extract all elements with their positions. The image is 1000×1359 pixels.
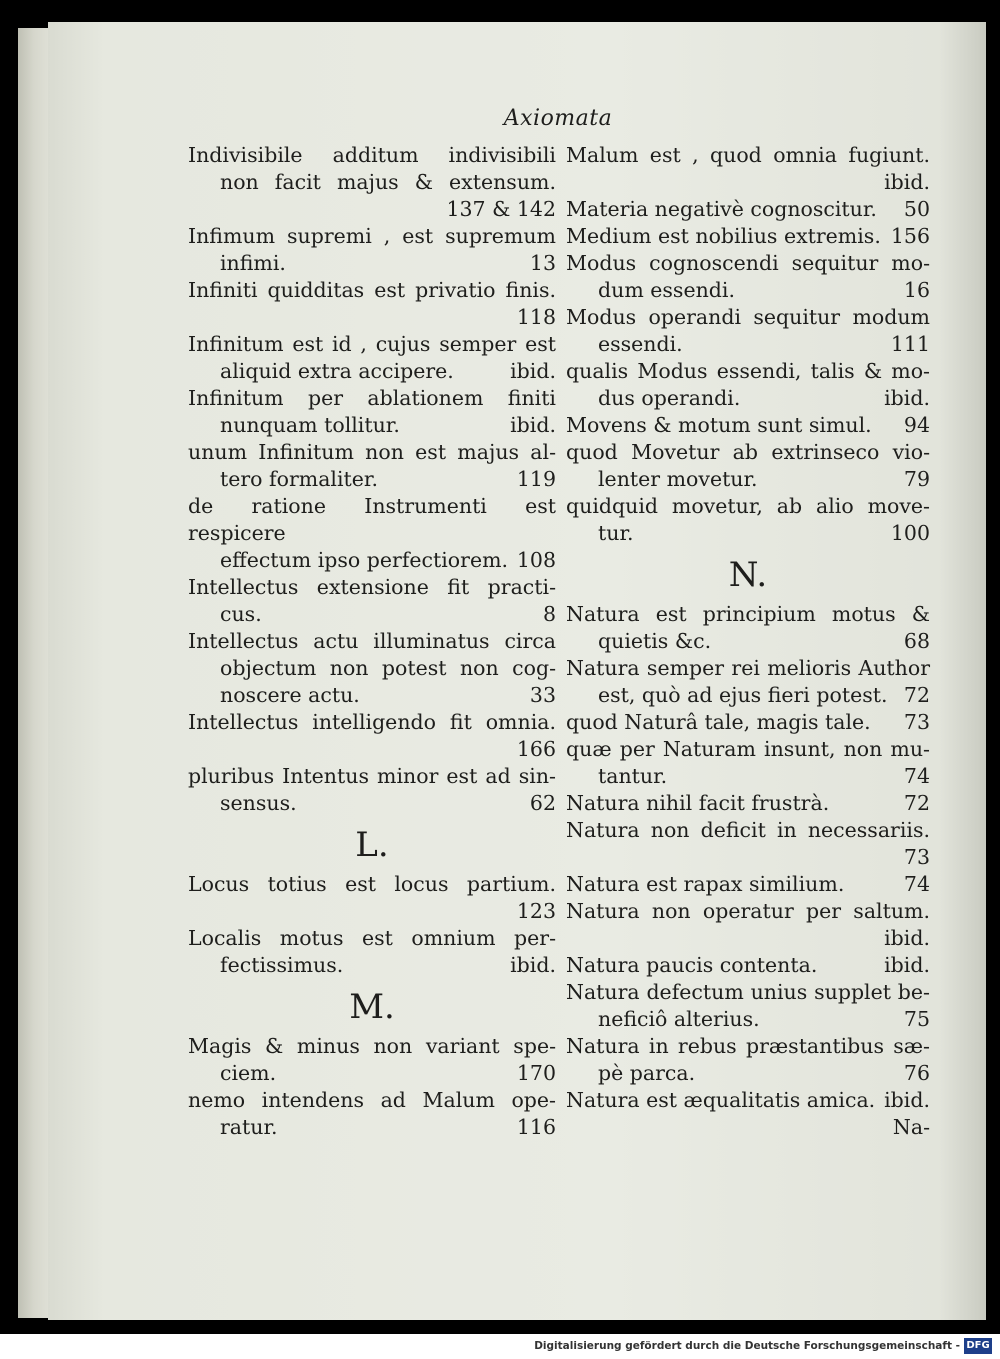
entry-line: de ratione Instrumenti est respicere xyxy=(188,494,556,545)
page-ref: 100 xyxy=(890,521,930,545)
entry-line: Modus cognoscendi sequitur mo- xyxy=(566,251,930,275)
running-head: Axiomata xyxy=(503,106,613,131)
entry-text: Natura est rapax similium. xyxy=(566,872,845,896)
entry-line xyxy=(566,1006,930,1033)
index-entry xyxy=(566,979,930,1033)
entry-text: Medium est nobilius extremis. xyxy=(566,224,881,248)
entry-text: tantur. xyxy=(598,764,668,788)
index-entry xyxy=(566,952,930,979)
page-ref: ibid. xyxy=(510,953,556,977)
entry-text: Natura paucis contenta. xyxy=(566,953,818,977)
entry-text: est, quò ad ejus fieri potest. xyxy=(598,683,888,707)
entry-line: Natura non operatur per saltum. xyxy=(566,899,930,923)
entry-line: Natura non deficit in necessariis. xyxy=(566,818,930,842)
page-ref: 73 xyxy=(903,710,930,734)
entry-line: Magis & minus non variant spe- xyxy=(188,1034,556,1058)
index-entry xyxy=(188,493,556,574)
index-entry xyxy=(188,763,556,817)
entry-line xyxy=(566,466,930,493)
entry-line: Indivisibile additum indivisibili xyxy=(188,143,556,167)
page-ref: 72 xyxy=(903,791,930,815)
entry-line: nemo intendens ad Malum ope- xyxy=(188,1088,556,1112)
entry-line: qualis Modus essendi, talis & mo- xyxy=(566,359,930,383)
index-entry xyxy=(188,709,556,763)
entry-line: Infimum supremi , est supremum xyxy=(188,224,556,248)
entry-line xyxy=(566,790,930,817)
entry-text: tur. xyxy=(598,521,634,545)
page-ref: ibid. xyxy=(884,386,930,410)
entry-line: Malum est , quod omnia fugiunt. xyxy=(566,143,930,167)
index-entry xyxy=(188,628,556,709)
entry-line xyxy=(566,331,930,358)
entry-line: Localis motus est omnium per- xyxy=(188,926,556,950)
page-ref: 74 xyxy=(903,872,930,896)
entry-line xyxy=(566,412,930,439)
page-ref: 170 xyxy=(516,1061,556,1085)
page-ref: 50 xyxy=(903,197,930,221)
entry-text: noscere actu. xyxy=(220,683,360,707)
entry-text: ciem. xyxy=(220,1061,277,1085)
entry-line xyxy=(188,466,556,493)
entry-line xyxy=(188,601,556,628)
entry-line: Natura defectum unius supplet be- xyxy=(566,980,930,1004)
book-page xyxy=(48,22,986,1320)
entry-line: Natura in rebus præstantibus sæ- xyxy=(566,1034,930,1058)
entry-text: infimi. xyxy=(220,251,286,275)
entry-line xyxy=(566,223,930,250)
entry-line xyxy=(188,358,556,385)
page-ref: ibid. xyxy=(884,953,930,977)
page-ref: 94 xyxy=(903,413,930,437)
index-entry xyxy=(188,574,556,628)
index-entry xyxy=(188,925,556,979)
entry-text: tero formaliter. xyxy=(220,467,378,491)
index-entry xyxy=(566,358,930,412)
index-entry xyxy=(566,709,930,736)
index-entry xyxy=(566,439,930,493)
index-entry xyxy=(566,493,930,547)
entry-line: Intellectus intelligendo fit omnia. xyxy=(188,710,556,734)
page-ref: 119 xyxy=(516,467,556,491)
entry-line xyxy=(188,790,556,817)
section-letter: N. xyxy=(728,555,768,595)
entry-text: fectissimus. xyxy=(220,953,344,977)
entry-line xyxy=(566,520,930,547)
page-ref: 13 xyxy=(529,251,556,275)
index-entry xyxy=(566,898,930,952)
entry-line xyxy=(188,1114,556,1141)
index-entry xyxy=(188,223,556,277)
page-ref: 72 xyxy=(903,683,930,707)
index-entry xyxy=(188,142,556,223)
entry-line: Infiniti quidditas est privatio finis. xyxy=(188,278,556,302)
catchword: Na- xyxy=(892,1115,930,1139)
index-entry xyxy=(566,142,930,196)
entry-line xyxy=(566,628,930,655)
entry-line: Locus totius est locus partium. xyxy=(188,872,556,896)
index-entry xyxy=(566,601,930,655)
entry-line xyxy=(566,952,930,979)
entry-line xyxy=(566,871,930,898)
index-entry xyxy=(566,196,930,223)
entry-line: objectum non potest non cog- xyxy=(220,656,556,680)
entry-line: unum Infinitum non est majus al- xyxy=(188,440,556,464)
index-entry xyxy=(566,250,930,304)
entry-line: Infinitum per ablationem finiti xyxy=(188,386,556,410)
index-entry xyxy=(566,655,930,709)
entry-text: cus. xyxy=(220,602,262,626)
section-letter: M. xyxy=(349,987,395,1027)
page-ref: ibid. xyxy=(884,170,930,194)
dfg-logo-icon: DFG xyxy=(964,1338,992,1354)
page-ref: 118 xyxy=(516,305,556,329)
entry-line xyxy=(566,385,930,412)
entry-line: Intellectus actu illuminatus circa xyxy=(188,629,556,653)
index-entry xyxy=(566,1087,930,1114)
index-entry xyxy=(188,385,556,439)
page-ref: 16 xyxy=(903,278,930,302)
entry-text: dum essendi. xyxy=(598,278,735,302)
entry-text: neficiô alterius. xyxy=(598,1007,760,1031)
entry-line xyxy=(188,952,556,979)
index-entry xyxy=(566,1033,930,1087)
left-column xyxy=(188,142,556,1141)
entry-line xyxy=(566,277,930,304)
entry-line xyxy=(188,250,556,277)
index-entry xyxy=(188,439,556,493)
entry-line xyxy=(188,412,556,439)
page-ref: 8 xyxy=(542,602,556,626)
page-ref: 74 xyxy=(903,764,930,788)
entry-text: ratur. xyxy=(220,1115,278,1139)
entry-text: aliquid extra accipere. xyxy=(220,359,454,383)
entry-text: nunquam tollitur. xyxy=(220,413,400,437)
entry-line: Natura est principium motus & xyxy=(566,602,930,626)
page-ref: 156 xyxy=(890,224,930,248)
page-ref: 123 xyxy=(516,899,556,923)
entry-text: lenter movetur. xyxy=(598,467,758,491)
index-entry xyxy=(566,304,930,358)
page-ref: 75 xyxy=(903,1007,930,1031)
entry-line xyxy=(566,709,930,736)
index-entry xyxy=(566,412,930,439)
right-column xyxy=(566,142,930,1141)
index-entry xyxy=(188,1087,556,1141)
index-entry xyxy=(566,817,930,871)
entry-line: non facit majus & extensum. xyxy=(220,170,556,194)
entry-line xyxy=(566,1060,930,1087)
entry-text: Natura nihil facit frustrà. xyxy=(566,791,830,815)
entry-line xyxy=(566,763,930,790)
page-ref: 79 xyxy=(903,467,930,491)
index-entry xyxy=(188,331,556,385)
page-ref: 137 & 142 xyxy=(446,197,556,221)
entry-text: quod Naturâ tale, magis tale. xyxy=(566,710,871,734)
entry-line: Modus operandi sequitur modum xyxy=(566,305,930,329)
entry-line xyxy=(566,682,930,709)
page-ref: 116 xyxy=(516,1115,556,1139)
index-entry xyxy=(188,871,556,925)
entry-line xyxy=(566,196,930,223)
section-letter: L. xyxy=(355,825,389,865)
entry-line xyxy=(188,547,556,574)
page-ref: ibid. xyxy=(510,413,556,437)
index-entry xyxy=(188,277,556,331)
entry-text: dus operandi. xyxy=(598,386,741,410)
entry-text: effectum ipso perfectiorem. xyxy=(220,548,509,572)
index-entry xyxy=(188,1033,556,1087)
entry-line xyxy=(566,1087,930,1114)
page-ref: 62 xyxy=(529,791,556,815)
entry-line: pluribus Intentus minor est ad sin- xyxy=(188,764,556,788)
index-entry xyxy=(566,790,930,817)
entry-line: Infinitum est id , cujus semper est xyxy=(188,332,556,356)
footer xyxy=(0,1334,1000,1359)
entry-text: sensus. xyxy=(220,791,297,815)
entry-line: quæ per Naturam insunt, non mu- xyxy=(566,737,930,761)
page-ref: ibid. xyxy=(884,926,930,950)
index-entry xyxy=(566,736,930,790)
page-ref: 111 xyxy=(890,332,930,356)
index-entry xyxy=(566,871,930,898)
entry-text: Movens & motum sunt simul. xyxy=(566,413,872,437)
entry-line: Natura semper rei melioris Author xyxy=(566,656,930,680)
page-ref: 108 xyxy=(516,548,556,572)
entry-line: quod Movetur ab extrinseco vio- xyxy=(566,440,930,464)
entry-text: pè parca. xyxy=(598,1061,696,1085)
entry-line: Intellectus extensione fit practi- xyxy=(188,575,556,599)
page-ref: 166 xyxy=(516,737,556,761)
index-entry xyxy=(566,223,930,250)
entry-text: Materia negativè cognoscitur. xyxy=(566,197,877,221)
page-ref: 68 xyxy=(903,629,930,653)
page-ref: ibid. xyxy=(510,359,556,383)
entry-line: quidquid movetur, ab alio move- xyxy=(566,494,930,518)
page-ref: 73 xyxy=(903,845,930,869)
entry-line xyxy=(188,682,556,709)
page-ref: 76 xyxy=(903,1061,930,1085)
footer-credit: Digitalisierung gefördert durch die Deutsche Forschungsgemeinschaft - xyxy=(534,1340,960,1352)
page-ref: 33 xyxy=(529,683,556,707)
page-ref: ibid. xyxy=(884,1088,930,1112)
entry-text: quietis &c. xyxy=(598,629,712,653)
entry-line xyxy=(188,1060,556,1087)
entry-text: essendi. xyxy=(598,332,683,356)
entry-text: Natura est æqualitatis amica. xyxy=(566,1088,876,1112)
